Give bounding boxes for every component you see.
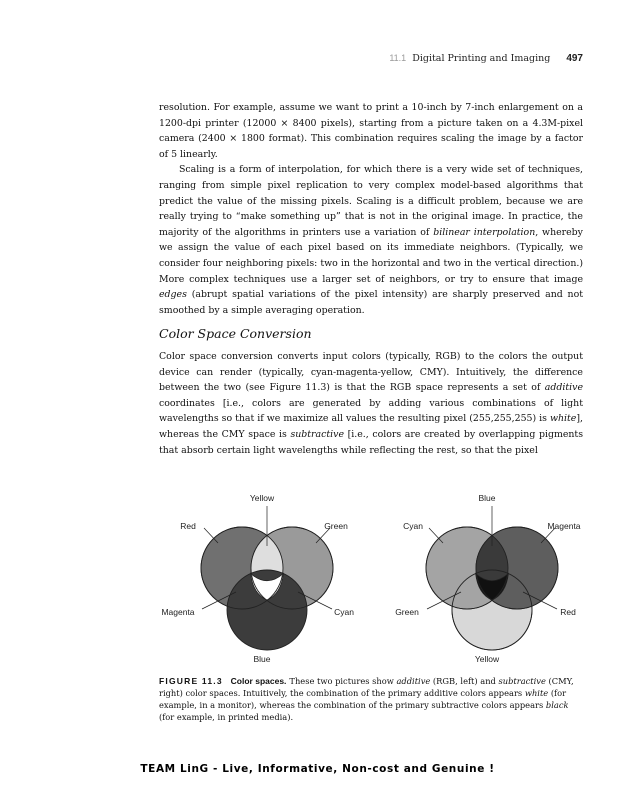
label-cyan: Cyan (403, 521, 423, 531)
label-green: Green (395, 607, 419, 617)
figure-color-spaces (150, 488, 590, 668)
figure-caption-text: These two pictures show additive (RGB, left) and subtractive (CMY, right) color spaces. Intuitively, the combination of the primary additive colors appears white (for example, in a monitor), whereas the combination of the primary subtractive colors appears black (for example, in printed media). (159, 676, 574, 722)
label-red: Red (180, 521, 196, 531)
label-magenta: Magenta (161, 607, 195, 617)
label-blue: Blue (253, 654, 271, 664)
label-magenta: Magenta (547, 521, 581, 531)
figure-caption (159, 675, 583, 723)
page-number: 497 (566, 53, 583, 64)
label-yellow: Yellow (474, 654, 500, 664)
label-blue: Blue (478, 493, 496, 503)
running-head-section-number: 11.1 (389, 53, 407, 63)
body-text-color-space (159, 349, 583, 458)
label-red: Red (560, 607, 576, 617)
label-green: Green (324, 521, 348, 531)
footer-banner: TEAM LinG - Live, Informative, Non-cost and Genuine ! (140, 763, 495, 775)
figure-caption-title: Color spaces. (230, 676, 287, 686)
paragraph-scaling: Scaling is a form of interpolation, for which there is a very wide set of techniques, ranging from simple pixel replication to very complex model-based algorithms that predict the value of the missing pixels. Scaling is a difficult problem, because we are really trying to “make something up” that is not in the original image. In practice, the majority of the algorithms in printers use a variation of bilinear interpolation, whereby we assign the value of each pixel based on its immediate neighbors. (Typically, we consider four neighboring pixels: two in the horizontal and two in the vertical direction.) More complex techniques use a larger set of neighbors, or try to ensure that image edges (abrupt spatial variations of the pixel intensity) are sharply preserved and not smoothed by a simple averaging operation. (159, 164, 583, 316)
figure-caption-label: FIGURE 11.3 (159, 676, 223, 686)
label-cyan: Cyan (334, 607, 354, 617)
subtractive-venn-diagram (395, 493, 581, 664)
paragraph-color-space-conversion: Color space conversion converts input colors (typically, RGB) to the colors the output device can render (typically, cyan-magenta-yellow, CMY). Intuitively, the difference between the two (see Figure 11.3) is that the RGB space represents a set of additive coordinates [i.e., colors are generated by adding various combinations of light wavelengths so that if we maximize all values the resulting pixel (255,255,255) is white], whereas the CMY space is subtractive [i.e., colors are created by overlapping pigments that absorb certain light wavelengths while reflecting the rest, so that the pixel (159, 351, 584, 456)
section-heading: Color Space Conversion (159, 326, 312, 341)
body-text-top (159, 100, 583, 318)
running-head (360, 53, 583, 64)
additive-venn-diagram (161, 493, 354, 664)
label-yellow: Yellow (249, 493, 275, 503)
paragraph-resolution: resolution. For example, assume we want to print a 10-inch by 7-inch enlargement on a 1200-dpi printer (12000 × 8400 pixels), starting from a picture taken on a 4.3M-pixel camera (2400 × 1800 format). This combination requires scaling the image by a factor of 5 linearly. (159, 102, 583, 160)
running-head-section-title: Digital Printing and Imaging (412, 53, 551, 64)
